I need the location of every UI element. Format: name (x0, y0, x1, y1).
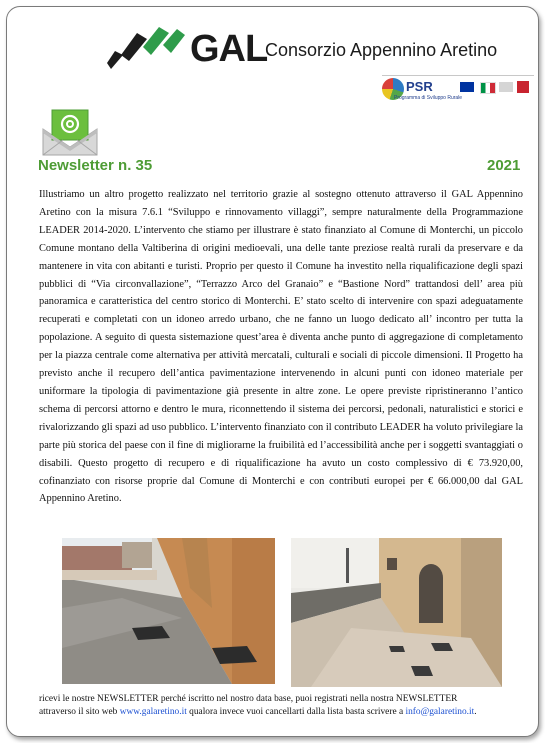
email-envelope-icon (41, 107, 99, 157)
newsletter-title: Newsletter n. 35 (38, 157, 153, 174)
region-logo-icon (499, 82, 513, 92)
footer-line-2-prefix: attraverso il sito web (39, 706, 120, 717)
newsletter-year: 2021 (487, 157, 521, 174)
website-link[interactable]: www.galaretino.it (119, 706, 187, 717)
psr-label: PSR (406, 79, 433, 94)
street-photo-1 (62, 538, 275, 684)
article-body: Illustriamo un altro progetto realizzato nel territorio grazie al sostegno ottenuto attraverso il GAL Appennino Aretino con la misura 7.6.1 “Sviluppo e rinnovamento villaggi”, sempre naturalmente della Programmazione LEADER 2014-2020. L’intervento che stiamo per illustrare è stato finanziato al Comune di Monterchi, un piccolo Comune montano della Valtiberina di origini medioevali, una delle tante preziose realtà rurali da preservare e da mantenere in vita con abitanti e turisti. Proprio per questo il Comune ha investito nella riqualificazione degli spazi pubblici di “Via circonvallazione”, “Terrazzo Arco del Granaio” e “Bastione Nord” trattandosi dell’ area più panoramica e caratteristica del centro storico di Monterchi. E’ stato scelto di intervenire con spazi adeguatamente recuperati e completati con un idoneo arredo urbano, che ne fanno un luogo dedicato all’ incontro per tutta la popolazione. A seguito di questa sistemazione quest’area è diventa anche punto di aggregazione di completamento per la piazza centrale come alternativa per attività mercatali, culturali e sociali di piccole dimensioni. Il Progetto ha previsto anche il recupero dell’antica pavimentazione intervenendo in alcuni punti con idoneo materiale per uniformare la tipologia di pavimentazione già presente in altre zone. Le opere previste ripristineranno l’antico schema di percorsi attorno e dentro le mura, riconnettendo il sistema dei percorsi, pedonali, naturalistici e storici e rivalorizzando gli spazi ad uso pubblico. L’intervento finanziato con il contributo LEADER ha voluto privilegiare la parte più storica del paese con il fine di migliorarne la fruibilità ed l’accessibilità anche per i soggetti svantaggiati o disabili. Questo progetto di recupero e di riqualificazione ha avuto un costo complessivo di € 73.920,00, cofinanziato con risorse proprie dal Comune di Monterchi e con contributi europei per € 66.000,00 dal GAL Appennino Aretino. (39, 189, 523, 505)
newsletter-frame (6, 6, 539, 737)
street-photo-2 (291, 538, 502, 687)
gal-logo-text: GAL (190, 28, 268, 70)
subscription-footer (39, 693, 519, 718)
psr-logos (382, 75, 534, 106)
footer-line-2-middle: qualora invece vuoi cancellarti dalla lista basta scrivere a (186, 706, 406, 717)
email-link[interactable]: info@galaretino.it (405, 706, 475, 717)
gal-logo-icon (107, 25, 187, 69)
italy-flag-icon (480, 82, 496, 94)
footer-line-1: ricevi le nostre NEWSLETTER perché iscritto nel nostro data base, puoi registrati nella nostra NEWSLETTER (39, 694, 458, 704)
psr-subtitle: Programma di Sviluppo Rurale (394, 95, 463, 101)
region-emblem-icon (517, 81, 529, 93)
eu-flag-icon (460, 82, 474, 92)
footer-line-2-end: . (474, 706, 477, 717)
consortium-name: Consorzio Appennino Aretino (265, 40, 498, 60)
